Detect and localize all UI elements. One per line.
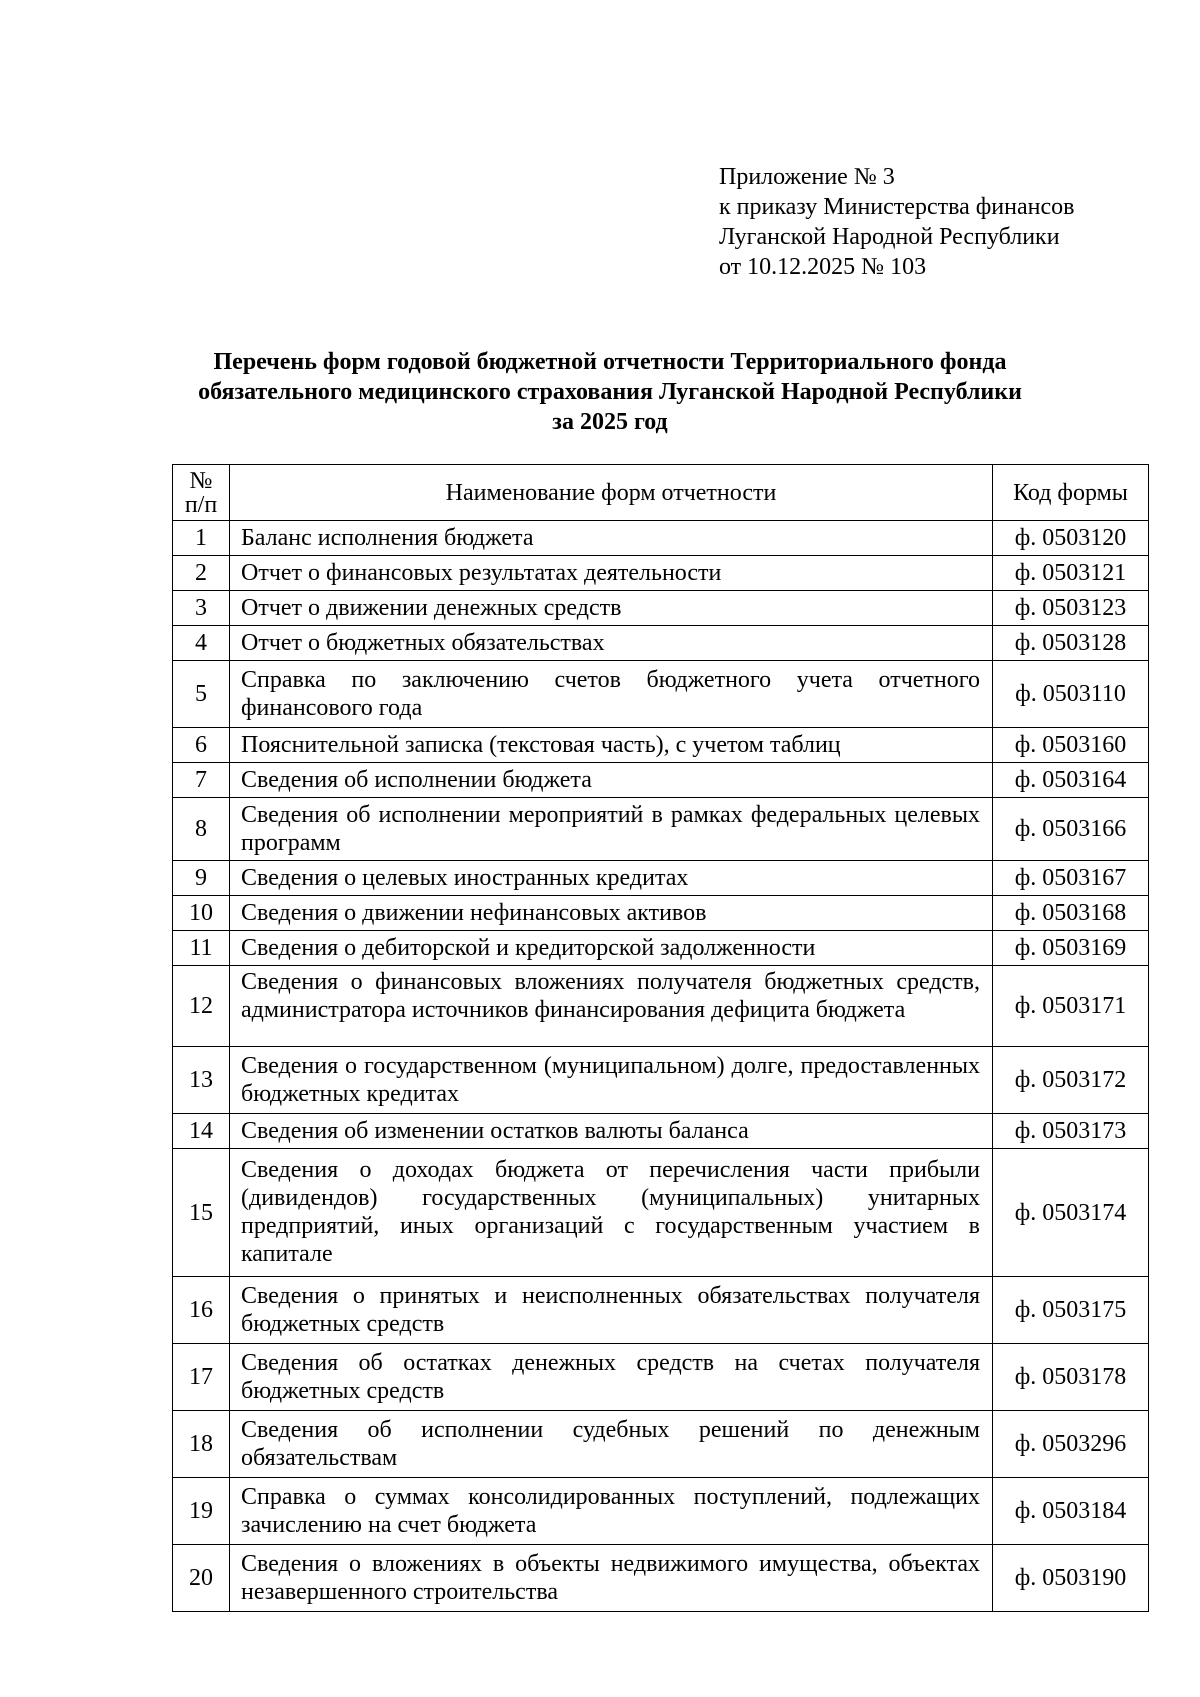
form-code: ф. 0503164 <box>993 763 1149 798</box>
table-row <box>173 861 1149 896</box>
row-number: 7 <box>173 763 230 798</box>
table-row <box>173 661 1149 728</box>
row-number: 14 <box>173 1114 230 1149</box>
table-row <box>173 1478 1149 1545</box>
form-code: ф. 0503172 <box>993 1047 1149 1114</box>
appendix-line: Луганской Народной Республики <box>719 224 1060 250</box>
form-name: Сведения об исполнении бюджета <box>230 763 993 798</box>
form-code: ф. 0503296 <box>993 1411 1149 1478</box>
row-number: 17 <box>173 1344 230 1411</box>
title-line: Перечень форм годовой бюджетной отчетности Территориального фонда <box>213 349 1007 375</box>
form-code: ф. 0503168 <box>993 896 1149 931</box>
header-name: Наименование форм отчетности <box>230 465 993 521</box>
form-name: Сведения об исполнении мероприятий в рамках федеральных целевых программ <box>230 798 993 861</box>
form-name: Сведения о целевых иностранных кредитах <box>230 861 993 896</box>
form-code: ф. 0503169 <box>993 931 1149 966</box>
form-name: Сведения об исполнении судебных решений по денежным обязательствам <box>230 1411 993 1478</box>
document-title <box>160 347 1060 437</box>
form-name: Отчет о финансовых результатах деятельности <box>230 556 993 591</box>
form-name: Справка по заключению счетов бюджетного учета отчетного финансового года <box>230 661 993 728</box>
form-code: ф. 0503184 <box>993 1478 1149 1545</box>
form-code: ф. 0503178 <box>993 1344 1149 1411</box>
table-row <box>173 931 1149 966</box>
table-header-row <box>173 465 1149 521</box>
row-number: 2 <box>173 556 230 591</box>
form-name: Отчет о движении денежных средств <box>230 591 993 626</box>
form-code: ф. 0503171 <box>993 966 1149 1047</box>
row-number: 9 <box>173 861 230 896</box>
row-number: 1 <box>173 521 230 556</box>
form-name: Сведения о движении нефинансовых активов <box>230 896 993 931</box>
table-row <box>173 1277 1149 1344</box>
form-name: Баланс исполнения бюджета <box>230 521 993 556</box>
table-row <box>173 1114 1149 1149</box>
row-number: 3 <box>173 591 230 626</box>
table-row <box>173 763 1149 798</box>
row-number: 5 <box>173 661 230 728</box>
table-row <box>173 1545 1149 1612</box>
appendix-block <box>719 162 1074 282</box>
form-name: Сведения о принятых и неисполненных обязательствах получателя бюджетных средств <box>230 1277 993 1344</box>
table-row <box>173 896 1149 931</box>
table-row <box>173 1149 1149 1277</box>
form-code: ф. 0503160 <box>993 728 1149 763</box>
table-row <box>173 591 1149 626</box>
form-code: ф. 0503121 <box>993 556 1149 591</box>
form-code: ф. 0503175 <box>993 1277 1149 1344</box>
row-number: 6 <box>173 728 230 763</box>
table-row <box>173 798 1149 861</box>
form-name: Сведения об остатках денежных средств на счетах получателя бюджетных средств <box>230 1344 993 1411</box>
table-row <box>173 626 1149 661</box>
form-name: Отчет о бюджетных обязательствах <box>230 626 993 661</box>
forms-table <box>172 464 1149 1612</box>
appendix-line: Приложение № 3 <box>719 164 895 190</box>
form-code: ф. 0503128 <box>993 626 1149 661</box>
header-num: № п/п <box>173 465 230 521</box>
form-code: ф. 0503173 <box>993 1114 1149 1149</box>
table-row <box>173 728 1149 763</box>
title-line: обязательного медицинского страхования Луганской Народной Республики <box>198 379 1022 405</box>
form-name <box>230 966 993 1047</box>
appendix-line: к приказу Министерства финансов <box>719 194 1075 220</box>
table-row <box>173 966 1149 1047</box>
table-row <box>173 1047 1149 1114</box>
header-code: Код формы <box>993 465 1149 521</box>
form-name: Сведения о государственном (муниципальном) долге, предоставленных бюджетных кредитах <box>230 1047 993 1114</box>
row-number: 10 <box>173 896 230 931</box>
table-row <box>173 556 1149 591</box>
row-number: 4 <box>173 626 230 661</box>
row-number: 8 <box>173 798 230 861</box>
form-name-text: Сведения о финансовых вложениях получателя бюджетных средств, администратора источников финансирования дефицита бюджета <box>241 969 980 1023</box>
form-code: ф. 0503110 <box>993 661 1149 728</box>
form-code: ф. 0503190 <box>993 1545 1149 1612</box>
form-name: Сведения о доходах бюджета от перечисления части прибыли (дивидендов) государственных (муниципальных) унитарных предприятий, иных организаций с государственным участием в капитале <box>230 1149 993 1277</box>
row-number: 19 <box>173 1478 230 1545</box>
form-name: Сведения о дебиторской и кредиторской задолженности <box>230 931 993 966</box>
form-name: Сведения о вложениях в объекты недвижимого имущества, объектах незавершенного строительства <box>230 1545 993 1612</box>
form-code: ф. 0503174 <box>993 1149 1149 1277</box>
form-code: ф. 0503120 <box>993 521 1149 556</box>
row-number: 12 <box>173 966 230 1047</box>
form-code: ф. 0503166 <box>993 798 1149 861</box>
appendix-line: от 10.12.2025 № 103 <box>719 254 927 280</box>
row-number: 11 <box>173 931 230 966</box>
title-line: за 2025 год <box>552 409 668 435</box>
row-number: 13 <box>173 1047 230 1114</box>
row-number: 15 <box>173 1149 230 1277</box>
table-row <box>173 1411 1149 1478</box>
form-name: Сведения об изменении остатков валюты баланса <box>230 1114 993 1149</box>
form-code: ф. 0503123 <box>993 591 1149 626</box>
form-name: Справка о суммах консолидированных поступлений, подлежащих зачислению на счет бюджета <box>230 1478 993 1545</box>
form-code: ф. 0503167 <box>993 861 1149 896</box>
table-row <box>173 521 1149 556</box>
form-name: Пояснительной записка (текстовая часть), с учетом таблиц <box>230 728 993 763</box>
row-number: 16 <box>173 1277 230 1344</box>
row-number: 20 <box>173 1545 230 1612</box>
table-row <box>173 1344 1149 1411</box>
row-number: 18 <box>173 1411 230 1478</box>
